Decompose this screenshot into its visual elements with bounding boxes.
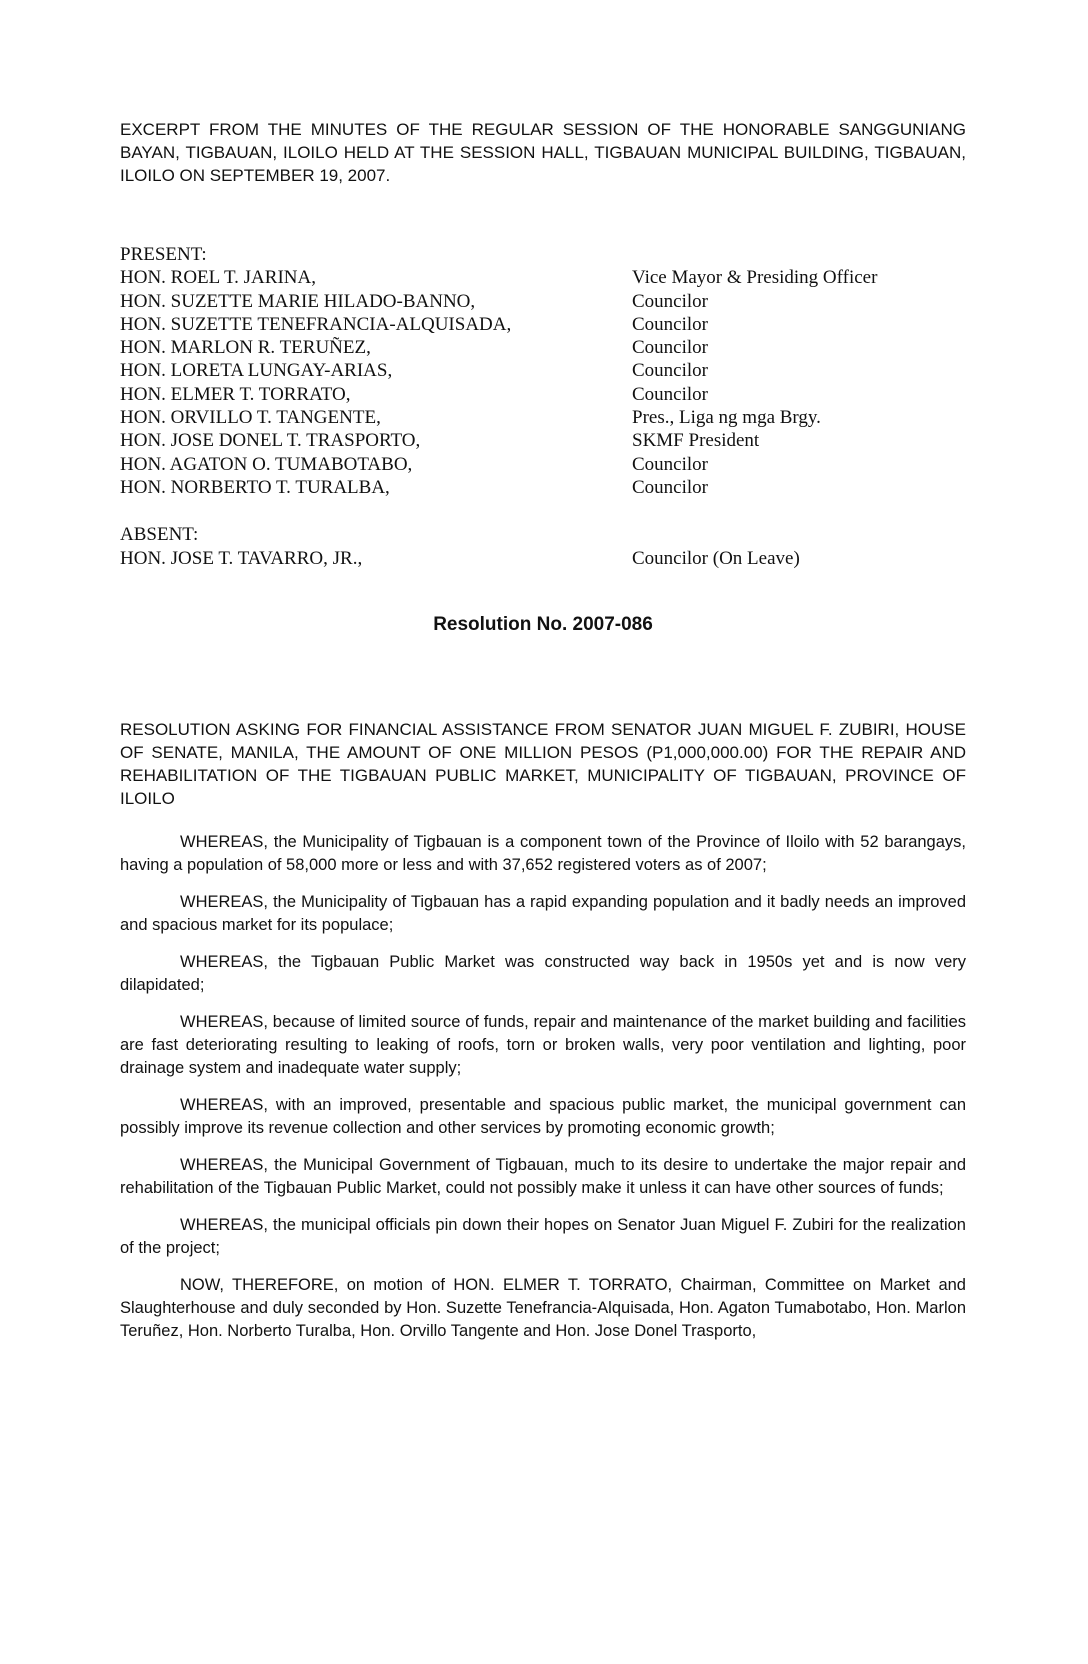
member-title: Councilor	[632, 476, 708, 498]
member-row	[120, 406, 966, 429]
member-title: Pres., Liga ng mga Brgy.	[632, 407, 821, 429]
excerpt-header: EXCERPT FROM THE MINUTES OF THE REGULAR SESSION OF THE HONORABLE SANGGUNIANG BAYAN, TIGBAUAN, ILOILO HELD AT THE SESSION HALL, TIGBAUAN MUNICIPAL BUILDING, TIGBAUAN, ILOILO ON SEPTEMBER 19, 2007.	[120, 120, 966, 185]
attendance-section	[120, 243, 966, 570]
member-title: Councilor	[632, 453, 708, 475]
member-name: HON. AGATON O. TUMABOTABO,	[120, 453, 413, 475]
resolution-title: RESOLUTION ASKING FOR FINANCIAL ASSISTANCE FROM SENATOR JUAN MIGUEL F. ZUBIRI, HOUSE OF SENATE, MANILA, THE AMOUNT OF ONE MILLION PESOS (P1,000,000.00) FOR THE REPAIR AND REHABILITATION OF THE TIGBAUAN PUBLIC MARKET, MUNICIPALITY OF TIGBAUAN, PROVINCE OF ILOILO	[120, 719, 966, 808]
whereas-paragraph: WHEREAS, the municipal officials pin down their hopes on Senator Juan Miguel F. Zubiri for the realization of the project;	[120, 1215, 966, 1257]
whereas-paragraph: WHEREAS, the Tigbauan Public Market was constructed way back in 1950s yet and is now very dilapidated;	[120, 952, 966, 994]
member-row	[120, 429, 966, 452]
member-title: Councilor	[632, 360, 708, 382]
member-title: SKMF President	[632, 430, 760, 452]
member-row	[120, 359, 966, 382]
member-name: HON. ELMER T. TORRATO,	[120, 383, 351, 405]
member-title: Councilor	[632, 337, 708, 359]
member-name: HON. NORBERTO T. TURALBA,	[120, 476, 390, 498]
member-title: Vice Mayor & Presiding Officer	[632, 267, 878, 289]
member-title: Councilor (On Leave)	[632, 547, 800, 569]
now-therefore-paragraph: NOW, THEREFORE, on motion of HON. ELMER T. TORRATO, Chairman, Committee on Market and Slaughterhouse and duly seconded by Hon. Suzette Tenefrancia-Alquisada, Hon. Agaton Tumabotabo, Hon. Marlon Teruñez, Hon. Norberto Turalba, Hon. Orvillo Tangente and Hon. Jose Donel Trasporto,	[120, 1275, 966, 1340]
member-name: HON. JOSE T. TAVARRO, JR.,	[120, 547, 363, 569]
whereas-paragraph: WHEREAS, the Municipality of Tigbauan is a component town of the Province of Iloilo with 52 barangays, having a population of 58,000 more or less and with 37,652 registered voters as of 2007;	[120, 832, 966, 874]
member-title: Councilor	[632, 313, 708, 335]
member-name: HON. SUZETTE MARIE HILADO-BANNO,	[120, 290, 476, 312]
resolution-body	[120, 831, 966, 1343]
member-name: HON. SUZETTE TENEFRANCIA-ALQUISADA,	[120, 313, 512, 335]
present-label: PRESENT:	[120, 244, 207, 265]
member-row	[120, 383, 966, 406]
member-title: Councilor	[632, 290, 708, 312]
whereas-paragraph: WHEREAS, the Municipal Government of Tigbauan, much to its desire to undertake the major repair and rehabilitation of the Tigbauan Public Market, could not possibly make it unless it can have other sources of funds;	[120, 1155, 966, 1197]
whereas-paragraph: WHEREAS, because of limited source of funds, repair and maintenance of the market building and facilities are fast deteriorating resulting to leaking of roofs, torn or broken walls, very poor ventilation and lighting, poor drainage system and inadequate water supply;	[120, 1012, 966, 1077]
absent-label: ABSENT:	[120, 524, 199, 546]
member-name: HON. ROEL T. JARINA,	[120, 267, 316, 289]
absent-list	[120, 547, 966, 570]
member-name: HON. LORETA LUNGAY-ARIAS,	[120, 360, 393, 382]
member-row	[120, 547, 966, 570]
whereas-paragraph: WHEREAS, the Municipality of Tigbauan has a rapid expanding population and it badly needs an improved and spacious market for its populace;	[120, 892, 966, 934]
whereas-paragraph: WHEREAS, with an improved, presentable and spacious public market, the municipal government can possibly improve its revenue collection and other services by promoting economic growth;	[120, 1095, 966, 1137]
member-title: Councilor	[632, 383, 708, 405]
member-name: HON. JOSE DONEL T. TRASPORTO,	[120, 430, 421, 452]
member-row	[120, 266, 966, 289]
document-content	[120, 0, 966, 1357]
resolution-number-heading: Resolution No. 2007-086	[433, 613, 653, 635]
member-row	[120, 453, 966, 476]
member-name: HON. ORVILLO T. TANGENTE,	[120, 407, 381, 429]
present-list	[120, 266, 966, 499]
member-row	[120, 476, 966, 499]
member-row	[120, 290, 966, 313]
member-row	[120, 336, 966, 359]
member-name: HON. MARLON R. TERUÑEZ,	[120, 337, 371, 359]
member-row	[120, 313, 966, 336]
